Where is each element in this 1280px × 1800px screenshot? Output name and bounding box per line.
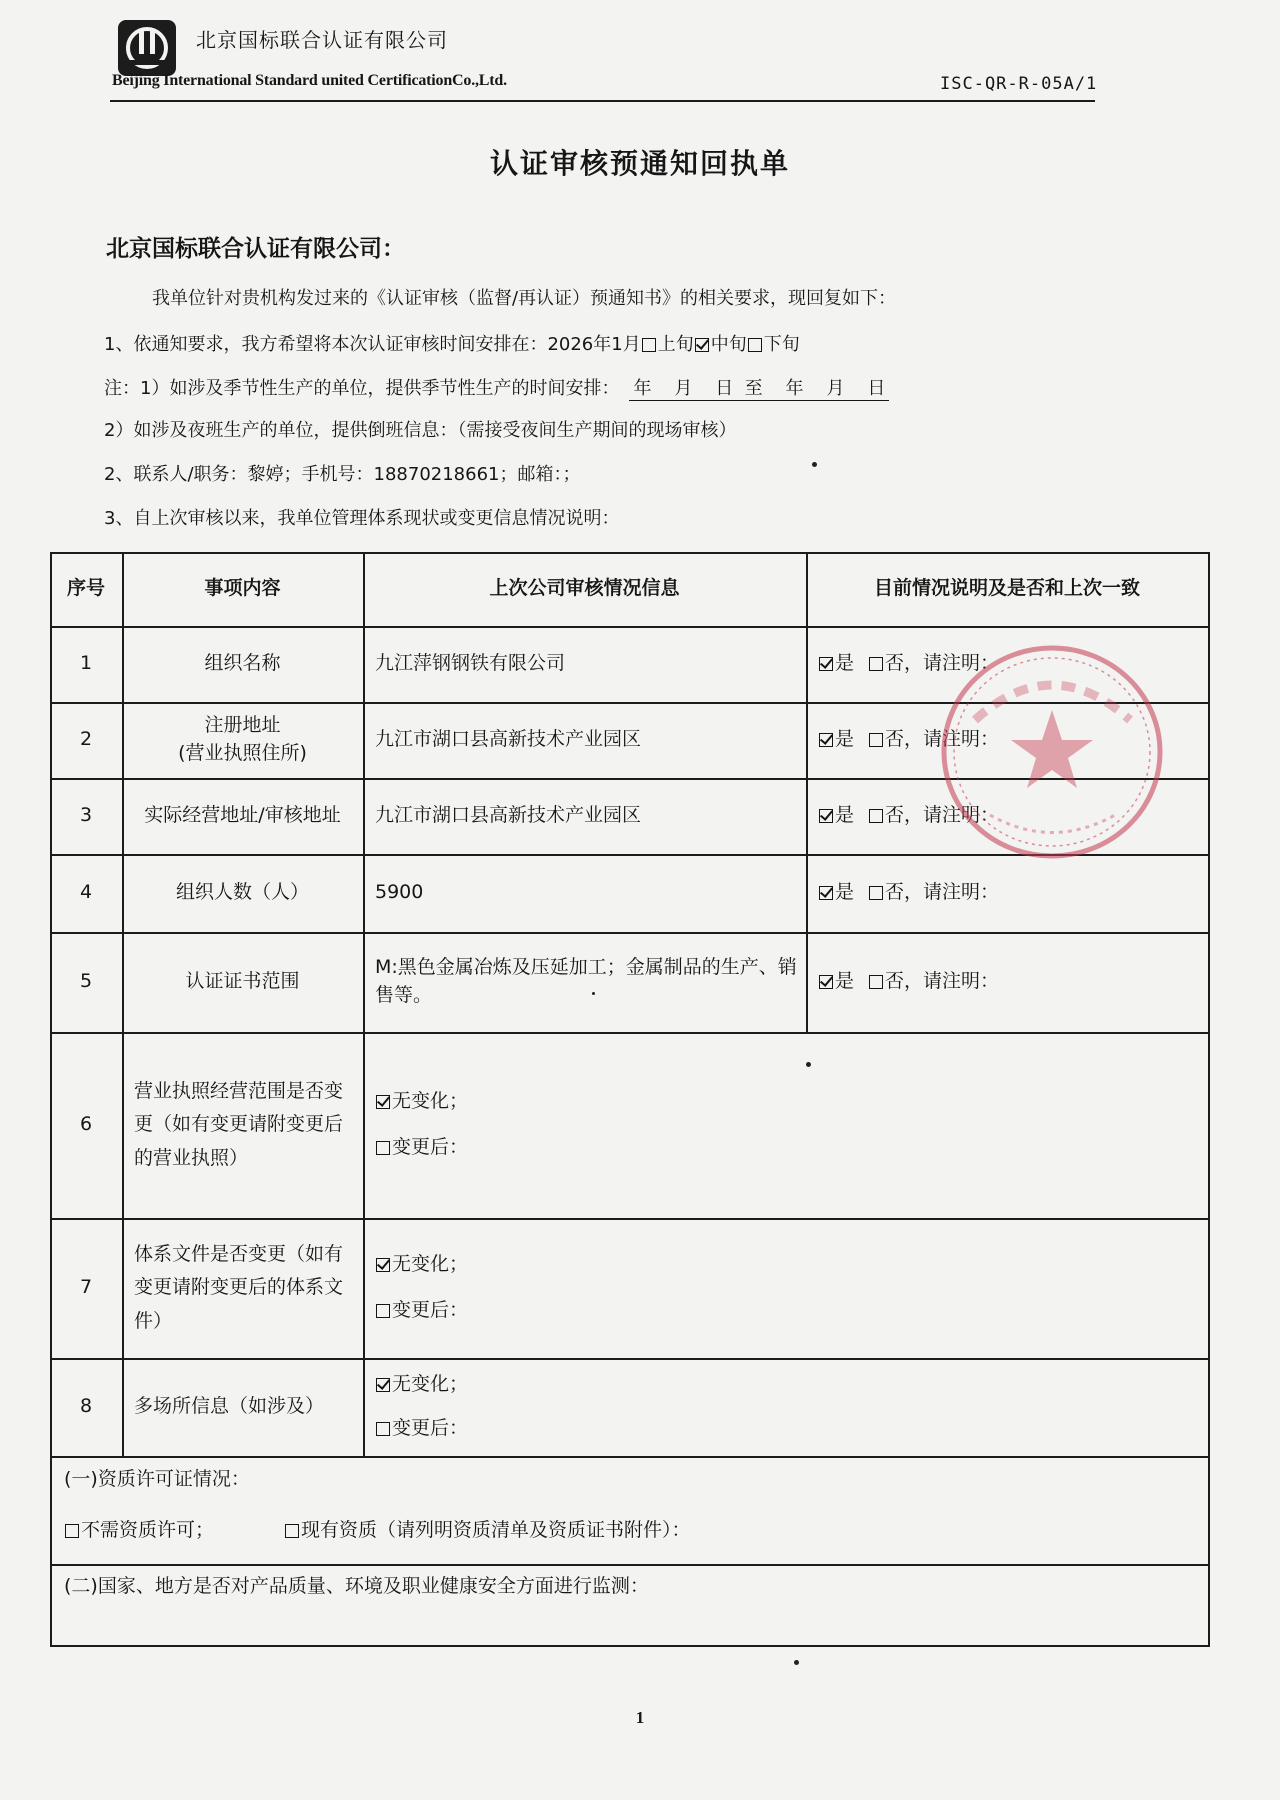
row-8-no-change-checkbox[interactable] [376, 1378, 390, 1392]
row-8-item: 多场所信息（如涉及） [134, 1395, 325, 1418]
no-qualification-label: 不需资质许可； [81, 1519, 215, 1542]
row-1-yes-label: 是 [835, 652, 855, 675]
row-8-changed-checkbox[interactable] [376, 1422, 390, 1436]
row-4-no-checkbox[interactable] [869, 886, 883, 900]
row-6-no-change-label: 无变化； [392, 1090, 469, 1113]
ink-speck [806, 1062, 811, 1067]
existing-qualification-label: 现有资质（请列明资质清单及资质证书附件）： [301, 1519, 691, 1542]
row-5-yes-checkbox[interactable] [819, 975, 833, 989]
info-table [50, 552, 1210, 1647]
row-7-options [375, 1218, 1195, 1358]
schedule-text: 1、依通知要求，我方希望将本次认证审核时间安排在：2026年1月 [104, 334, 641, 355]
ink-speck [794, 1660, 799, 1665]
intro-paragraph: 我单位针对贵机构发过来的《认证审核（监督/再认证）预通知书》的相关要求，现回复如下： [152, 288, 897, 309]
header-divider [110, 100, 1095, 102]
row-5-item: 认证证书范围 [185, 970, 300, 993]
row-7-changed-label: 变更后： [392, 1299, 469, 1321]
row-7-no-change-label: 无变化； [392, 1253, 469, 1276]
row-5-no-label: 否，请注明： [885, 970, 1000, 993]
col-header-current-status: 目前情况说明及是否和上次一致 [873, 577, 1140, 600]
row-2-no-checkbox[interactable] [869, 733, 883, 747]
row-7-changed-checkbox[interactable] [376, 1304, 390, 1318]
row-2-no: 2 [79, 728, 93, 751]
row-3-no-checkbox[interactable] [869, 809, 883, 823]
existing-qualification-checkbox[interactable] [285, 1524, 299, 1538]
row-1-info: 九江萍钢钢铁有限公司 [375, 652, 566, 675]
schedule-line [104, 330, 800, 356]
qualification-title: (一)资质许可证情况： [64, 1468, 250, 1491]
document-code: ISC-QR-R-05A/1 [940, 74, 1098, 94]
row-4-status [806, 854, 1208, 932]
row-5-no: 5 [79, 970, 93, 993]
row-2-yes-label: 是 [835, 728, 855, 751]
row-3-no: 3 [79, 804, 93, 827]
row-4-yes-checkbox[interactable] [819, 886, 833, 900]
row-5-status [806, 932, 1208, 1032]
ink-speck [592, 992, 595, 995]
row-5-no-checkbox[interactable] [869, 975, 883, 989]
row-4-item: 组织人数（人） [175, 881, 309, 904]
row-8-options [375, 1358, 1195, 1456]
row-8-changed-label: 变更后： [392, 1417, 469, 1439]
early-month-checkbox[interactable] [642, 338, 656, 352]
row-6-no: 6 [79, 1113, 93, 1136]
company-name-en: Beijing International Standard united CertificationCo.,Ltd. [112, 72, 507, 89]
row-1-yes-checkbox[interactable] [819, 657, 833, 671]
row-3-item: 实际经营地址/审核地址 [144, 804, 341, 827]
row-4-no-label: 否，请注明： [885, 881, 1000, 904]
contact-line: 2、联系人/职务：黎婷；手机号：18870218661；邮箱：； [104, 464, 581, 485]
night-shift-note: 2）如涉及夜班生产的单位，提供倒班信息：（需接受夜间生产期间的现场审核） [104, 420, 737, 441]
row-5-yes-label: 是 [835, 970, 855, 993]
row-2-item: 注册地址 (营业执照住所) [178, 714, 307, 764]
row-7-no-change-checkbox[interactable] [376, 1258, 390, 1272]
ink-speck [812, 462, 817, 467]
row-5-info: M:黑色金属冶炼及压延加工；金属制品的生产、销售等。 [375, 956, 797, 1006]
row-2-yes-checkbox[interactable] [819, 733, 833, 747]
company-logo [112, 16, 184, 80]
row-1-no-label: 否，请注明： [885, 652, 1000, 675]
col-header-no: 序号 [66, 577, 105, 600]
row-6-no-change-checkbox[interactable] [376, 1095, 390, 1109]
mid-month-checkbox[interactable] [695, 338, 709, 352]
row-8-no: 8 [79, 1395, 93, 1418]
row-1-item: 组织名称 [204, 652, 281, 675]
row-1-no-checkbox[interactable] [869, 657, 883, 671]
early-month-label: 上旬 [657, 334, 694, 355]
monitoring-title: (二)国家、地方是否对产品质量、环境及职业健康安全方面进行监测： [64, 1575, 649, 1598]
company-name-cn: 北京国标联合认证有限公司 [196, 28, 448, 52]
row-3-status [806, 778, 1208, 854]
row-3-info: 九江市湖口县高新技术产业园区 [375, 804, 642, 827]
row-3-yes-label: 是 [835, 804, 855, 827]
recipient-line: 北京国标联合认证有限公司： [106, 236, 405, 262]
row-8-no-change-label: 无变化； [392, 1373, 469, 1396]
row-1-status [806, 626, 1208, 702]
seasonal-date-range[interactable]: 年 月 日 至 年 月 日 [629, 374, 889, 401]
late-month-label: 下旬 [763, 334, 800, 355]
page-title: 认证审核预通知回执单 [489, 147, 790, 180]
row-4-no: 4 [79, 881, 93, 904]
page-number: 1 [635, 1708, 645, 1727]
seasonal-note-text: 注：1）如涉及季节性生产的单位，提供季节性生产的时间安排： [104, 378, 620, 399]
change-info-line: 3、自上次审核以来，我单位管理体系现状或变更信息情况说明： [104, 508, 620, 529]
row-6-changed-checkbox[interactable] [376, 1141, 390, 1155]
row-6-options [375, 1032, 1195, 1218]
row-2-no-label: 否，请注明： [885, 728, 1000, 751]
seasonal-note [104, 374, 889, 401]
row-3-no-label: 否，请注明： [885, 804, 1000, 827]
row-7-item: 体系文件是否变更（如有变更请附变更后的体系文件） [134, 1243, 344, 1332]
col-header-item: 事项内容 [204, 577, 281, 600]
qualification-options [64, 1514, 1164, 1548]
row-2-info: 九江市湖口县高新技术产业园区 [375, 728, 642, 751]
row-1-no: 1 [79, 652, 93, 675]
mid-month-label: 中旬 [710, 334, 747, 355]
no-qualification-checkbox[interactable] [65, 1524, 79, 1538]
row-6-changed-label: 变更后： [392, 1136, 469, 1158]
row-3-yes-checkbox[interactable] [819, 809, 833, 823]
row-4-info: 5900 [375, 881, 424, 904]
row-4-yes-label: 是 [835, 881, 855, 904]
row-2-status [806, 702, 1208, 778]
late-month-checkbox[interactable] [748, 338, 762, 352]
row-7-no: 7 [79, 1276, 93, 1299]
row-6-item: 营业执照经营范围是否变更（如有变更请附变更后的营业执照） [134, 1080, 344, 1169]
col-header-previous-info: 上次公司审核情况信息 [489, 577, 680, 600]
